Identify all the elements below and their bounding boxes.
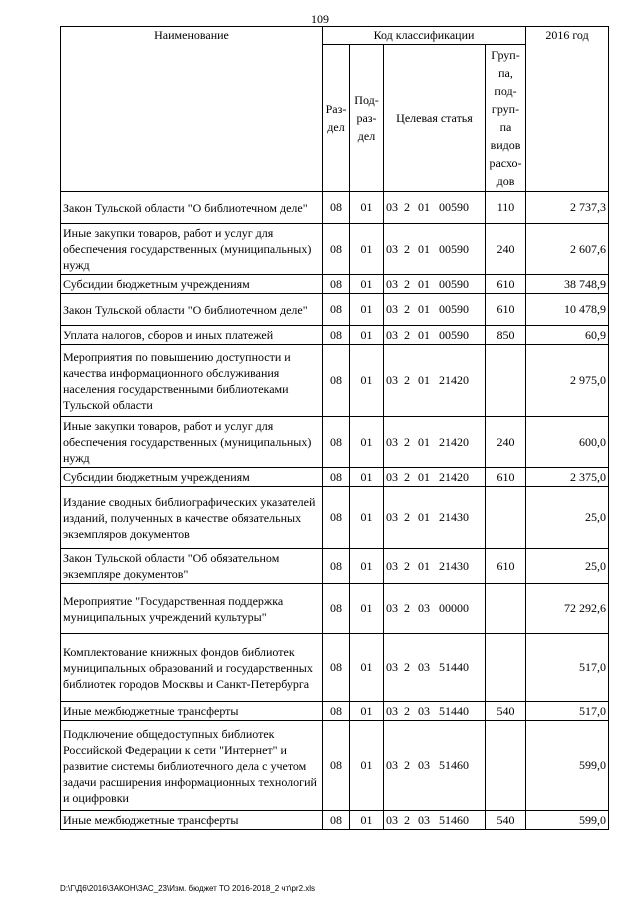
- row-section: 08: [323, 224, 350, 275]
- table-row: [61, 721, 609, 811]
- target-article-part: 03: [386, 434, 398, 449]
- row-subsection: 01: [350, 224, 384, 275]
- row-amount: 2 375,0: [526, 468, 609, 487]
- target-article-part: 21420: [439, 469, 469, 484]
- target-article-part: 2: [404, 558, 410, 573]
- target-article-part: 03: [386, 373, 398, 387]
- row-amount: 25,0: [526, 487, 609, 549]
- target-article-part: 2: [404, 327, 410, 342]
- row-section: 08: [323, 487, 350, 549]
- row-subsection: 01: [350, 702, 384, 721]
- target-article-part: 03: [386, 327, 398, 342]
- row-amount: 10 478,9: [526, 294, 609, 326]
- row-name: Иные межбюджетные трансферты: [61, 811, 323, 830]
- target-article-part: 03: [386, 241, 398, 256]
- row-target-article: [384, 721, 486, 811]
- target-article-part: 01: [418, 276, 430, 291]
- target-article-part: 03: [418, 812, 430, 827]
- target-article-part: 03: [386, 200, 398, 214]
- row-expense-group: 850: [486, 326, 526, 345]
- target-article-part: 01: [418, 373, 430, 387]
- row-name: Мероприятие "Государственная поддержка муниципальных учреждений культуры": [61, 584, 323, 634]
- row-name: Мероприятия по повышению доступности и качества информационного обслуживания населения государственными библиотеками Тульской области: [61, 345, 323, 417]
- target-article-part: 21420: [439, 373, 469, 387]
- target-article-part: 2: [404, 660, 410, 674]
- row-section: 08: [323, 811, 350, 830]
- row-subsection: 01: [350, 294, 384, 326]
- row-subsection: 01: [350, 192, 384, 224]
- row-target-article: [384, 811, 486, 830]
- row-target-article: [384, 487, 486, 549]
- row-name: Подключение общедоступных библиотек Российской Федерации к сети "Интернет" и развитие системы библиотечного дела с учетом задачи расширения информационных технологий и оцифровки: [61, 721, 323, 811]
- target-article-part: 2: [404, 434, 410, 449]
- target-article-part: 00590: [439, 302, 469, 316]
- table-row: [61, 417, 609, 468]
- header-row-top: [61, 27, 609, 45]
- budget-table: [60, 26, 609, 830]
- table-row: [61, 345, 609, 417]
- target-article-part: 03: [386, 660, 398, 674]
- row-target-article: [384, 345, 486, 417]
- target-article-part: 2: [404, 276, 410, 291]
- target-article-part: 21430: [439, 510, 469, 524]
- target-article-part: 2: [404, 758, 410, 772]
- row-name: Уплата налогов, сборов и иных платежей: [61, 326, 323, 345]
- row-section: 08: [323, 584, 350, 634]
- target-article-part: 2: [404, 510, 410, 524]
- row-subsection: 01: [350, 345, 384, 417]
- row-section: 08: [323, 468, 350, 487]
- target-article-part: 2: [404, 469, 410, 484]
- row-subsection: 01: [350, 584, 384, 634]
- target-article-part: 03: [386, 276, 398, 291]
- target-article-part: 03: [386, 601, 398, 615]
- file-path-footer: D:\Г\Д6\2016\ЗАКОН\ЗАС_23\Изм. бюджет ТО 2016-2018_2 чт\pr2.xls: [60, 884, 316, 893]
- page-number: 109: [311, 12, 329, 26]
- row-target-article: [384, 294, 486, 326]
- header-year: 2016 год: [526, 27, 609, 192]
- row-expense-group: [486, 634, 526, 702]
- target-article-part: 00000: [439, 601, 469, 615]
- header-section: Раз- дел: [323, 45, 350, 192]
- row-name: Закон Тульской области "Об обязательном экземпляре документов": [61, 549, 323, 584]
- target-article-part: 51460: [439, 758, 469, 772]
- target-article-part: 51440: [439, 660, 469, 674]
- row-subsection: 01: [350, 549, 384, 584]
- target-article-part: 51440: [439, 703, 469, 718]
- row-amount: 60,9: [526, 326, 609, 345]
- target-article-part: 2: [404, 200, 410, 214]
- header-subsection: Под- раз- дел: [350, 45, 384, 192]
- row-name: Субсидии бюджетным учреждениям: [61, 275, 323, 294]
- target-article-part: 01: [418, 558, 430, 573]
- row-subsection: 01: [350, 468, 384, 487]
- row-name: Комплектование книжных фондов библиотек муниципальных образований и государственных библиотек городов Москвы и Санкт-Петербурга: [61, 634, 323, 702]
- target-article-part: 03: [418, 758, 430, 772]
- row-section: 08: [323, 192, 350, 224]
- row-section: 08: [323, 294, 350, 326]
- row-subsection: 01: [350, 417, 384, 468]
- header-classification: Код классификации: [323, 27, 526, 45]
- target-article-part: 2: [404, 601, 410, 615]
- target-article-part: 51460: [439, 812, 469, 827]
- row-expense-group: [486, 721, 526, 811]
- header-name: Наименование: [61, 27, 323, 192]
- row-expense-group: [486, 584, 526, 634]
- table-row: [61, 192, 609, 224]
- row-name: Иные закупки товаров, работ и услуг для обеспечения государственных (муниципальных) нужд: [61, 417, 323, 468]
- table-row: [61, 702, 609, 721]
- row-amount: 2 607,6: [526, 224, 609, 275]
- target-article-part: 00590: [439, 327, 469, 342]
- target-article-part: 03: [386, 703, 398, 718]
- target-article-part: 03: [418, 703, 430, 718]
- row-name: Иные закупки товаров, работ и услуг для обеспечения государственных (муниципальных) нужд: [61, 224, 323, 275]
- row-section: 08: [323, 275, 350, 294]
- row-section: 08: [323, 702, 350, 721]
- target-article-part: 01: [418, 302, 430, 316]
- row-expense-group: [486, 345, 526, 417]
- target-article-part: 03: [418, 601, 430, 615]
- row-expense-group: [486, 487, 526, 549]
- target-article-part: 03: [386, 558, 398, 573]
- row-amount: 25,0: [526, 549, 609, 584]
- row-section: 08: [323, 721, 350, 811]
- row-amount: 517,0: [526, 702, 609, 721]
- table-row: [61, 468, 609, 487]
- row-target-article: [384, 326, 486, 345]
- row-section: 08: [323, 345, 350, 417]
- table-row: [61, 584, 609, 634]
- row-subsection: 01: [350, 634, 384, 702]
- row-expense-group: 610: [486, 468, 526, 487]
- target-article-part: 01: [418, 469, 430, 484]
- row-expense-group: 240: [486, 224, 526, 275]
- table-body: [61, 192, 609, 830]
- target-article-part: 03: [386, 758, 398, 772]
- row-section: 08: [323, 326, 350, 345]
- row-amount: 600,0: [526, 417, 609, 468]
- row-expense-group: 540: [486, 702, 526, 721]
- row-target-article: [384, 468, 486, 487]
- row-name: Издание сводных библиографических указателей изданий, полученных в качестве обязательных экземпляров документов: [61, 487, 323, 549]
- row-subsection: 01: [350, 275, 384, 294]
- row-amount: 599,0: [526, 811, 609, 830]
- row-subsection: 01: [350, 721, 384, 811]
- target-article-part: 03: [386, 302, 398, 316]
- table-row: [61, 634, 609, 702]
- target-article-part: 00590: [439, 276, 469, 291]
- row-expense-group: 610: [486, 275, 526, 294]
- target-article-part: 00590: [439, 200, 469, 214]
- target-article-part: 03: [386, 812, 398, 827]
- row-subsection: 01: [350, 487, 384, 549]
- target-article-part: 03: [418, 660, 430, 674]
- target-article-part: 03: [386, 469, 398, 484]
- target-article-part: 01: [418, 200, 430, 214]
- table-row: [61, 326, 609, 345]
- target-article-part: 01: [418, 241, 430, 256]
- target-article-part: 2: [404, 373, 410, 387]
- row-target-article: [384, 634, 486, 702]
- target-article-part: 03: [386, 510, 398, 524]
- row-name: Закон Тульской области "О библиотечном деле": [61, 294, 323, 326]
- table-row: [61, 487, 609, 549]
- row-name: Субсидии бюджетным учреждениям: [61, 468, 323, 487]
- target-article-part: 01: [418, 510, 430, 524]
- header-target-article: Целевая статья: [384, 45, 486, 192]
- row-amount: 517,0: [526, 634, 609, 702]
- row-amount: 2 737,3: [526, 192, 609, 224]
- target-article-part: 21430: [439, 558, 469, 573]
- table-row: [61, 811, 609, 830]
- table-row: [61, 275, 609, 294]
- table-row: [61, 294, 609, 326]
- row-target-article: [384, 275, 486, 294]
- row-target-article: [384, 702, 486, 721]
- target-article-part: 01: [418, 327, 430, 342]
- target-article-part: 00590: [439, 241, 469, 256]
- target-article-part: 2: [404, 302, 410, 316]
- row-section: 08: [323, 549, 350, 584]
- target-article-part: 21420: [439, 434, 469, 449]
- row-expense-group: 610: [486, 549, 526, 584]
- target-article-part: 2: [404, 703, 410, 718]
- header-expense-group: Груп- па, под- груп- па видов расхо- дов: [486, 45, 526, 192]
- row-target-article: [384, 224, 486, 275]
- row-section: 08: [323, 634, 350, 702]
- row-subsection: 01: [350, 326, 384, 345]
- row-expense-group: 240: [486, 417, 526, 468]
- row-name: Иные межбюджетные трансферты: [61, 702, 323, 721]
- target-article-part: 2: [404, 812, 410, 827]
- row-expense-group: 540: [486, 811, 526, 830]
- row-target-article: [384, 549, 486, 584]
- row-target-article: [384, 192, 486, 224]
- row-section: 08: [323, 417, 350, 468]
- row-subsection: 01: [350, 811, 384, 830]
- row-target-article: [384, 584, 486, 634]
- row-name: Закон Тульской области "О библиотечном деле": [61, 192, 323, 224]
- table-row: [61, 549, 609, 584]
- target-article-part: 2: [404, 241, 410, 256]
- row-amount: 38 748,9: [526, 275, 609, 294]
- row-expense-group: 110: [486, 192, 526, 224]
- row-amount: 72 292,6: [526, 584, 609, 634]
- row-target-article: [384, 417, 486, 468]
- row-expense-group: 610: [486, 294, 526, 326]
- row-amount: 599,0: [526, 721, 609, 811]
- row-amount: 2 975,0: [526, 345, 609, 417]
- target-article-part: 01: [418, 434, 430, 449]
- table-row: [61, 224, 609, 275]
